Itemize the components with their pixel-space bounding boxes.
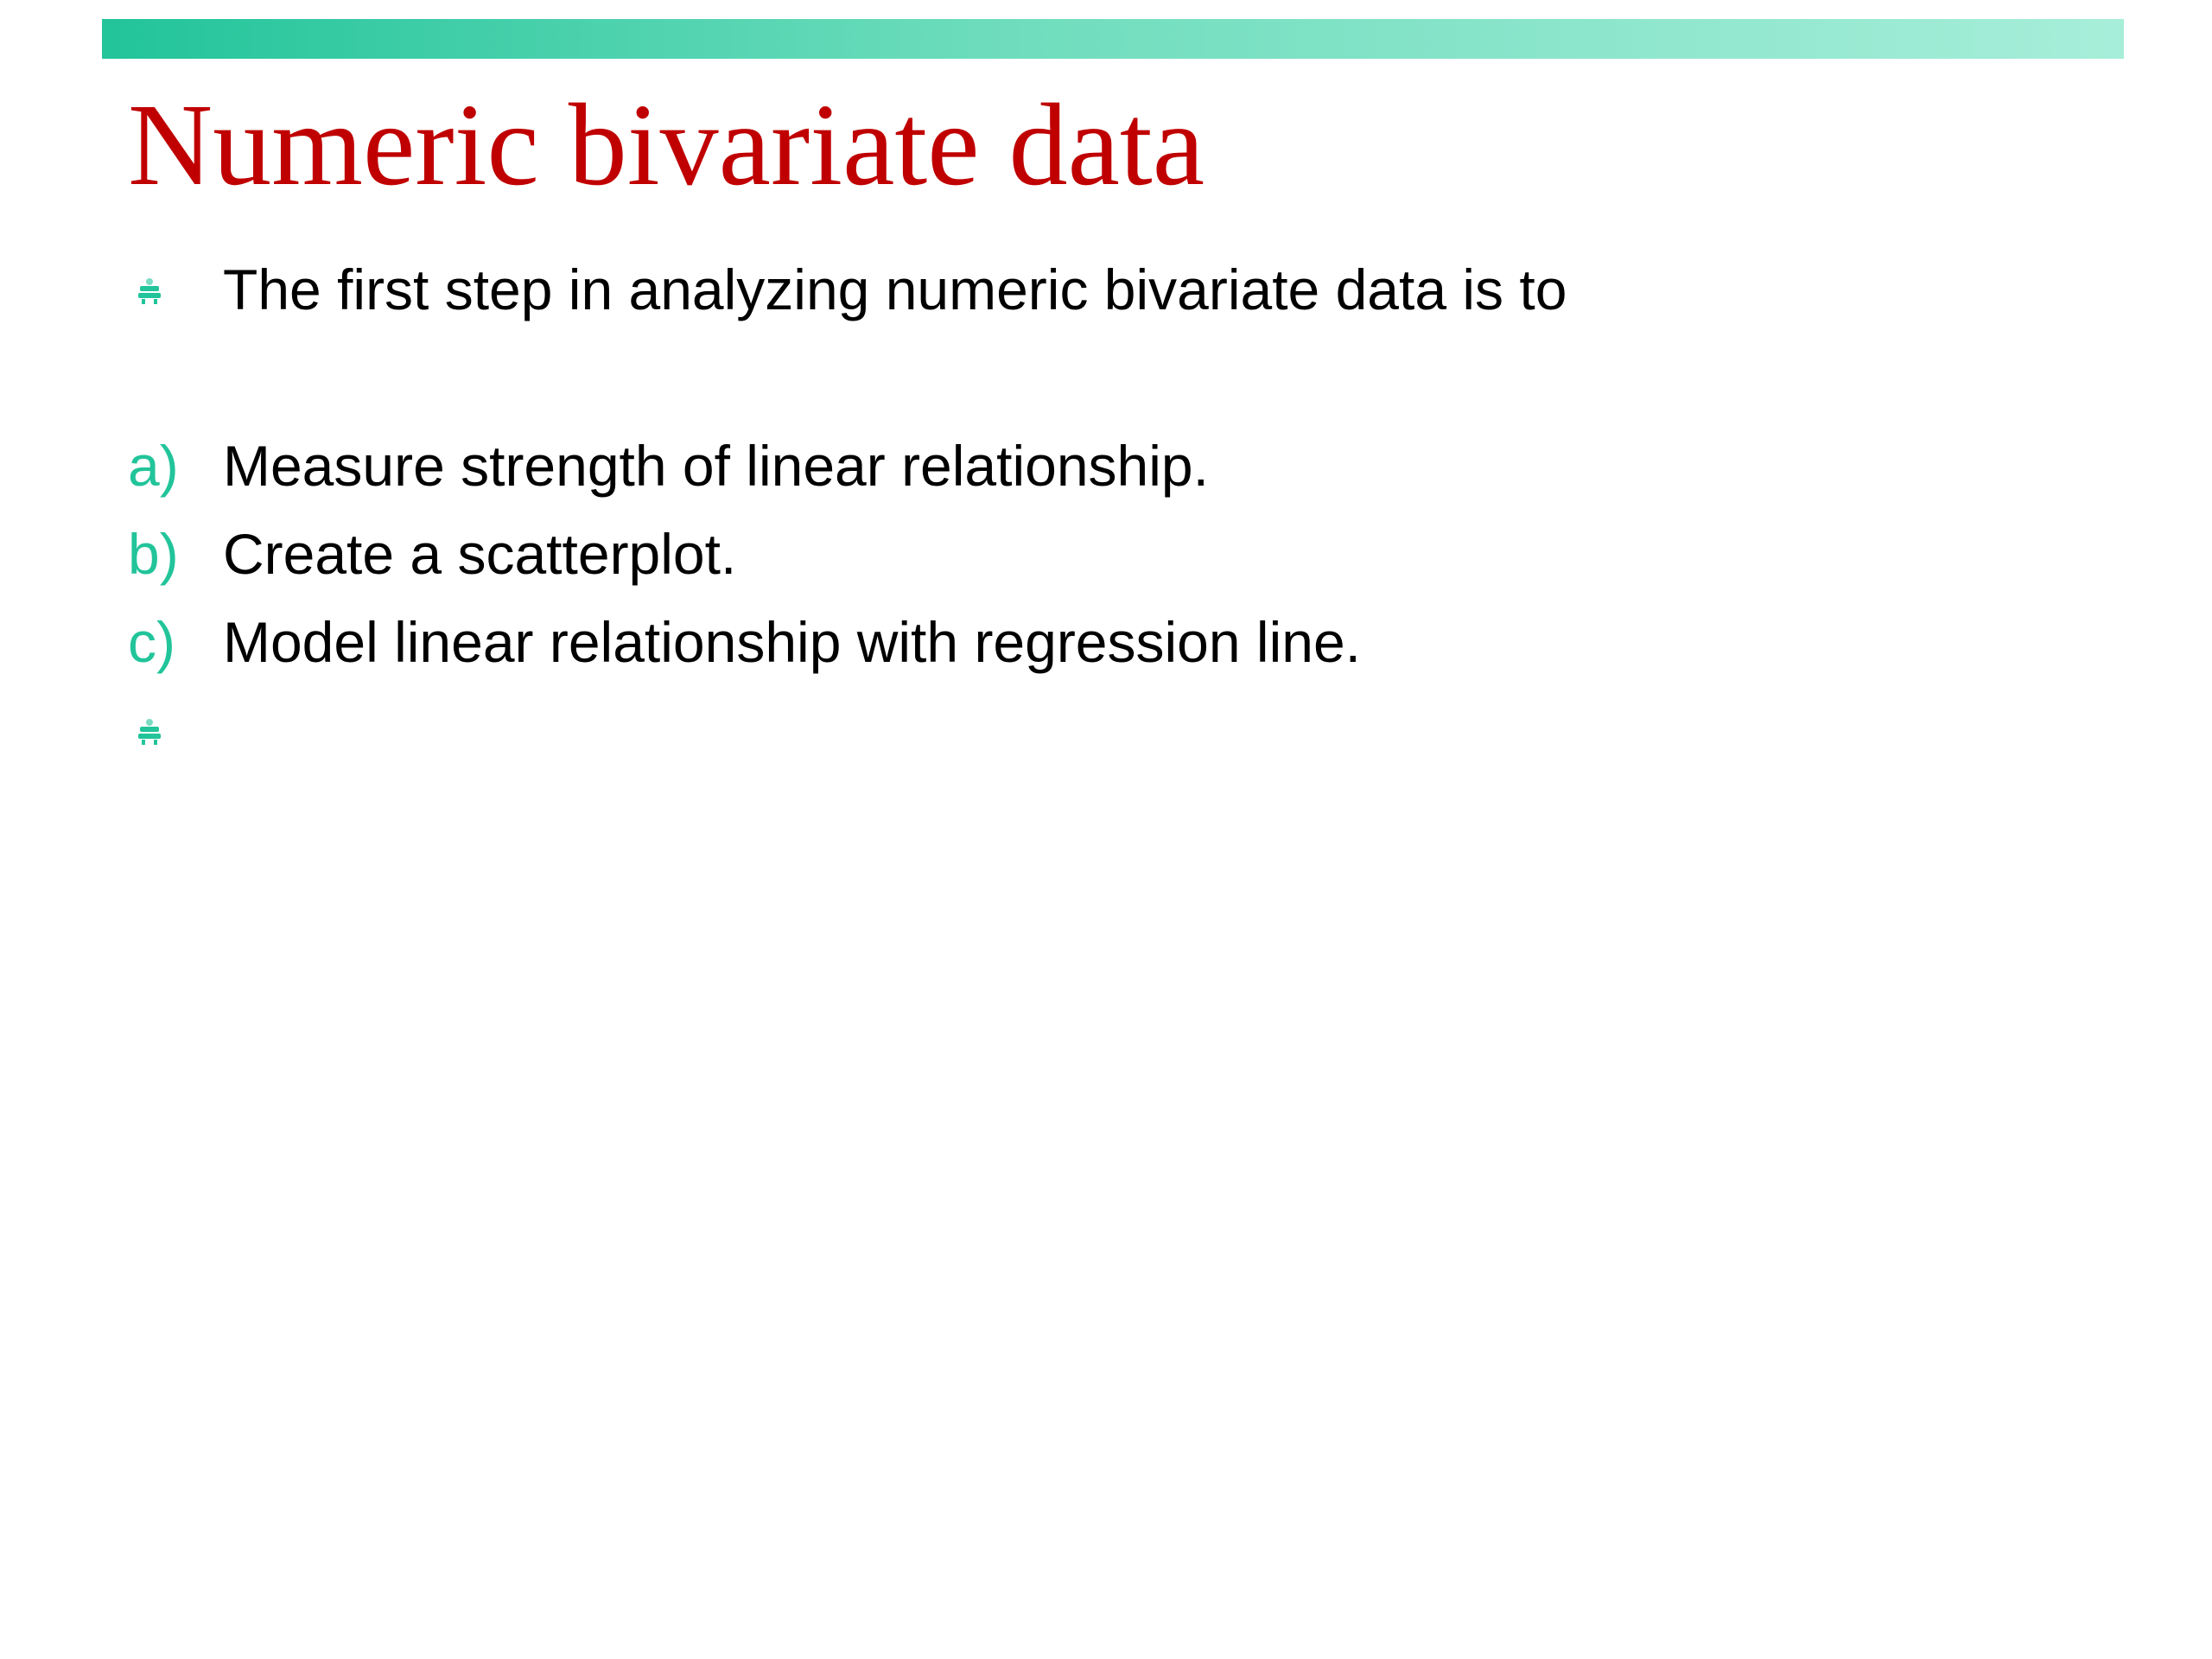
slide-title: Numeric bivariate data (128, 80, 1205, 210)
option-marker-b: b) (128, 522, 179, 586)
option-row-b (0, 515, 2212, 593)
option-row-c (0, 603, 2212, 681)
option-text-a: Measure strength of linear relationship. (223, 434, 1209, 498)
intro-bullet-row (0, 251, 2212, 328)
bullet-icon (135, 276, 164, 306)
top-accent-bar (102, 19, 2124, 59)
option-marker-a: a) (128, 434, 179, 498)
option-text-c: Model linear relationship with regression line. (223, 610, 1362, 674)
empty-bullet-row (0, 691, 2212, 769)
option-row-a (0, 427, 2212, 505)
option-text-b: Create a scatterplot. (223, 522, 737, 586)
option-marker-c: c) (128, 610, 175, 674)
bullet-icon (135, 717, 164, 747)
intro-bullet-text: The first step in analyzing numeric bivariate data is to (223, 257, 1567, 321)
